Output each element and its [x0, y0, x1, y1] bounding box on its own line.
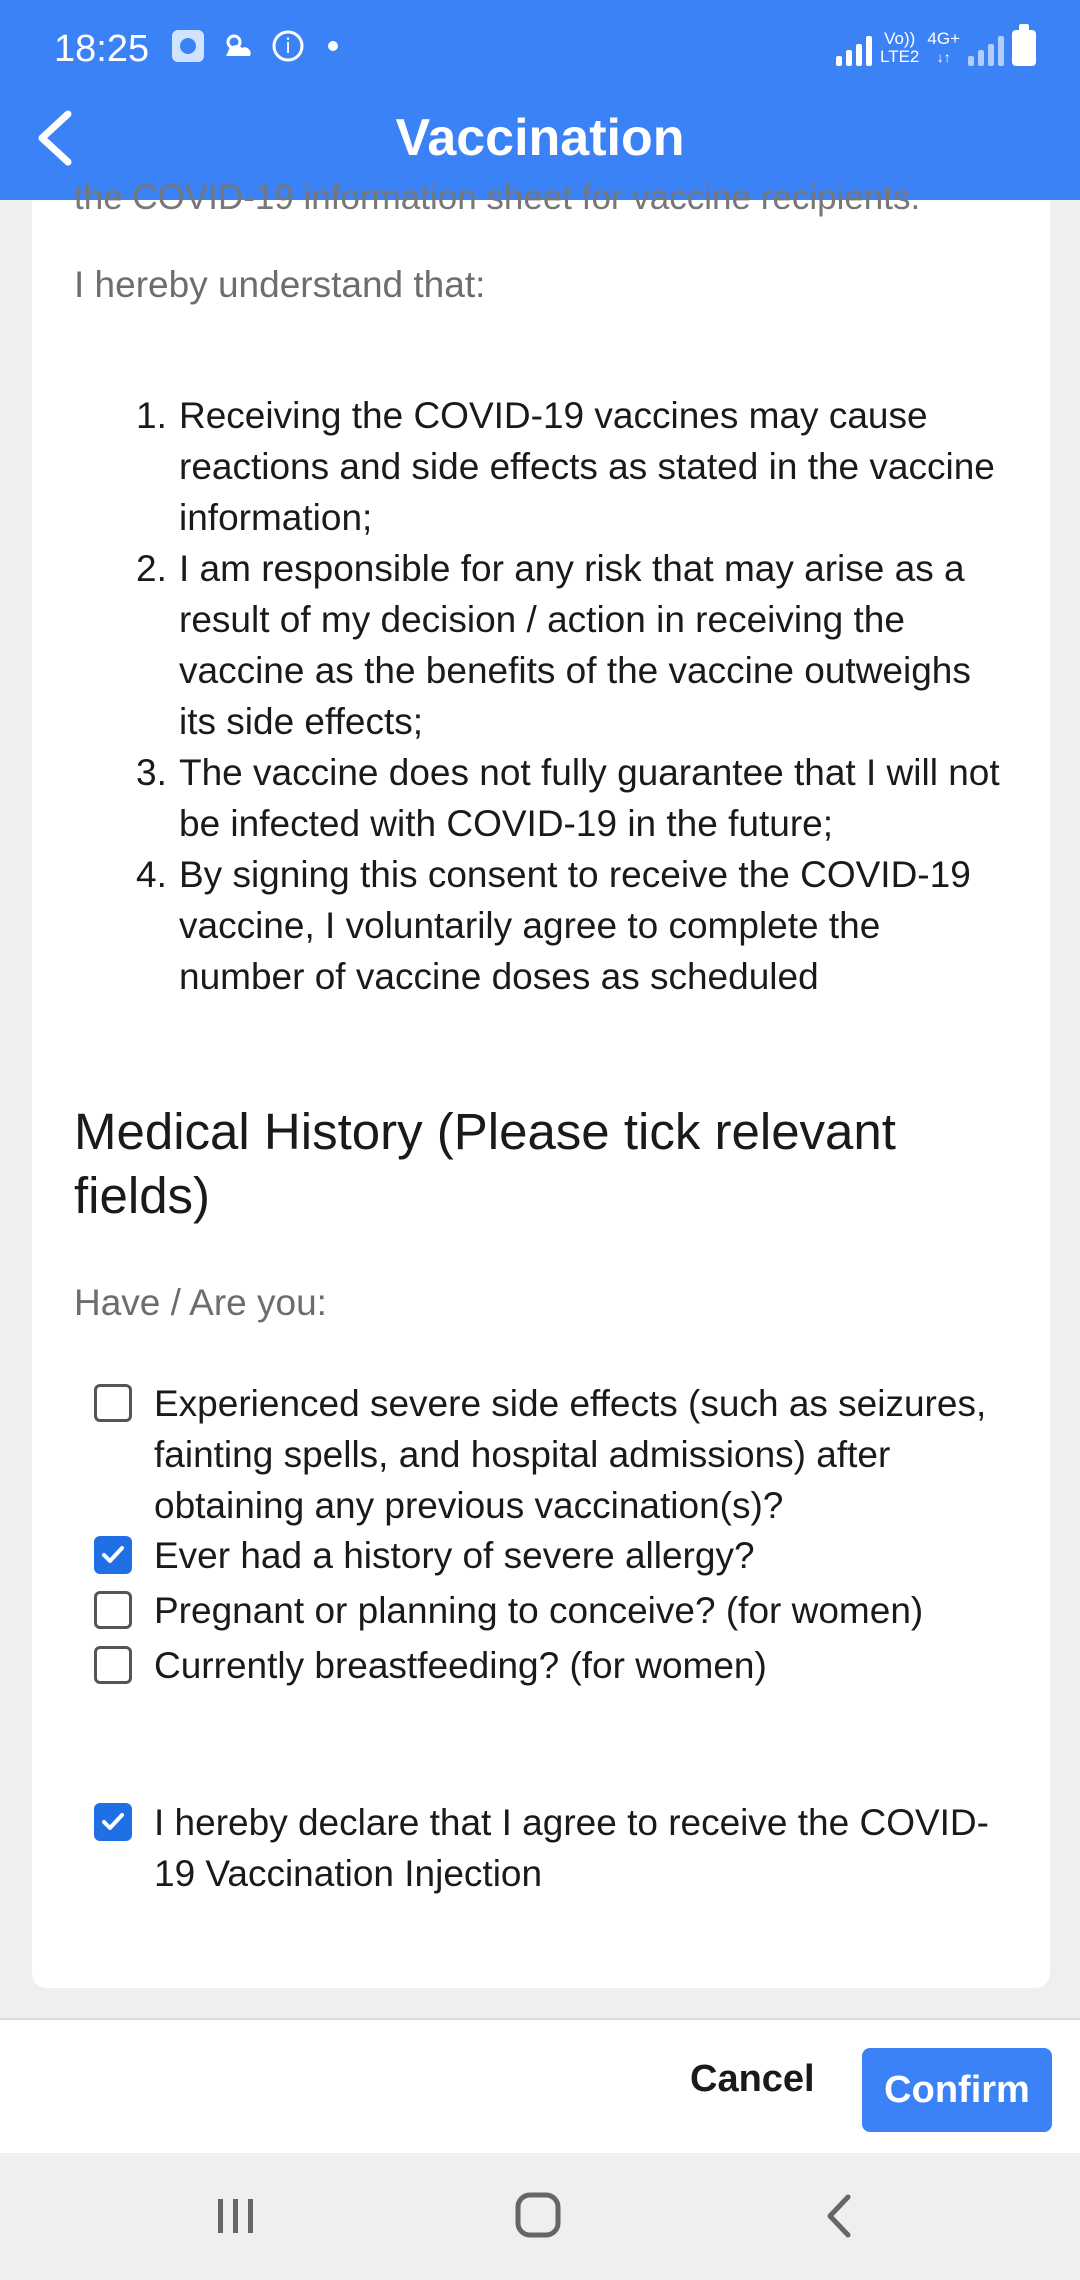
battery-icon [1012, 30, 1036, 66]
checkbox-row-declaration[interactable] [94, 1797, 1004, 1899]
checkbox-label: Pregnant or planning to conceive? (for women) [154, 1590, 924, 1631]
medical-history-title: Medical History (Please tick relevant fields) [74, 1103, 896, 1224]
svg-text:i: i [285, 34, 291, 58]
app-header [0, 0, 1080, 200]
notification-app-icon [170, 28, 206, 64]
consent-item-text: By signing this consent to receive the COVID-19 vaccine, I voluntarily agree to complete the number of vaccine doses as scheduled [179, 854, 971, 997]
checkmark-icon [99, 1808, 127, 1836]
network-label [880, 30, 919, 66]
consent-item-number: 1. [136, 395, 167, 436]
back-nav-icon[interactable] [812, 2191, 872, 2241]
declaration-label: I hereby declare that I agree to receive the COVID-19 Vaccination Injection [154, 1802, 989, 1894]
consent-item-text: Receiving the COVID-19 vaccines may cause reactions and side effects as stated in the vaccine information; [179, 395, 995, 538]
declaration-checkbox[interactable] [94, 1803, 132, 1841]
checkbox-row-side-effects[interactable] [94, 1378, 1004, 1531]
allergy-checkbox[interactable] [94, 1536, 132, 1574]
consent-list [32, 390, 1050, 1002]
checkbox-row-allergy[interactable] [94, 1530, 1004, 1581]
cancel-button[interactable]: Cancel [690, 2058, 815, 2100]
clipped-text: the COVID-19 information sheet for vaccine recipients. [74, 178, 921, 217]
data-arrows-icon: ↓↑ [936, 49, 951, 65]
notification-dot-icon [328, 41, 338, 51]
consent-item [32, 543, 1050, 747]
checkbox-label: Currently breastfeeding? (for women) [154, 1645, 767, 1686]
side-effects-checkbox[interactable] [94, 1384, 132, 1422]
action-footer [0, 2018, 1080, 2155]
medical-history-prompt: Have / Are you: [74, 1282, 327, 1323]
home-icon[interactable] [508, 2191, 568, 2241]
checkbox-label: Experienced severe side effects (such as seizures, fainting spells, and hospital admissions) after obtaining any previous vaccination(s)? [154, 1383, 987, 1526]
confirm-button[interactable]: Confirm [862, 2048, 1052, 2132]
signal-area [836, 30, 1036, 66]
status-icons [170, 28, 338, 64]
signal-bars-2-icon [968, 36, 1004, 66]
checkbox-row-breastfeeding[interactable] [94, 1640, 1004, 1691]
signal-bars-icon [836, 36, 872, 66]
consent-item-number: 3. [136, 752, 167, 793]
weather-icon [220, 28, 256, 64]
consent-item [32, 747, 1050, 849]
consent-item-number: 2. [136, 548, 167, 589]
checkbox-row-pregnant[interactable] [94, 1585, 1004, 1636]
consent-item-text: I am responsible for any risk that may arise as a result of my decision / action in receiving the vaccine as the benefits of the vaccine outweighs its side effects; [179, 548, 971, 742]
consent-item [32, 390, 1050, 543]
consent-item [32, 849, 1050, 1002]
consent-item-number: 4. [136, 854, 167, 895]
at-sign-icon [270, 28, 306, 64]
network-lte: LTE2 [880, 47, 920, 66]
page-title: Vaccination [395, 109, 685, 167]
status-time: 18:25 [54, 28, 150, 70]
network-4g: 4G+ [927, 29, 960, 48]
pregnant-checkbox[interactable] [94, 1591, 132, 1629]
system-nav-bar [0, 2153, 1080, 2280]
network-volte: Vo)) [884, 29, 916, 48]
network-4g-label [927, 30, 960, 66]
consent-intro: I hereby understand that: [74, 264, 486, 305]
breastfeeding-checkbox[interactable] [94, 1646, 132, 1684]
consent-card [32, 178, 1050, 1988]
recent-apps-icon[interactable] [206, 2191, 266, 2241]
consent-item-text: The vaccine does not fully guarantee that I will not be infected with COVID-19 in the future; [179, 752, 1000, 844]
checkbox-label: Ever had a history of severe allergy? [154, 1535, 755, 1576]
checkmark-icon [99, 1541, 127, 1569]
